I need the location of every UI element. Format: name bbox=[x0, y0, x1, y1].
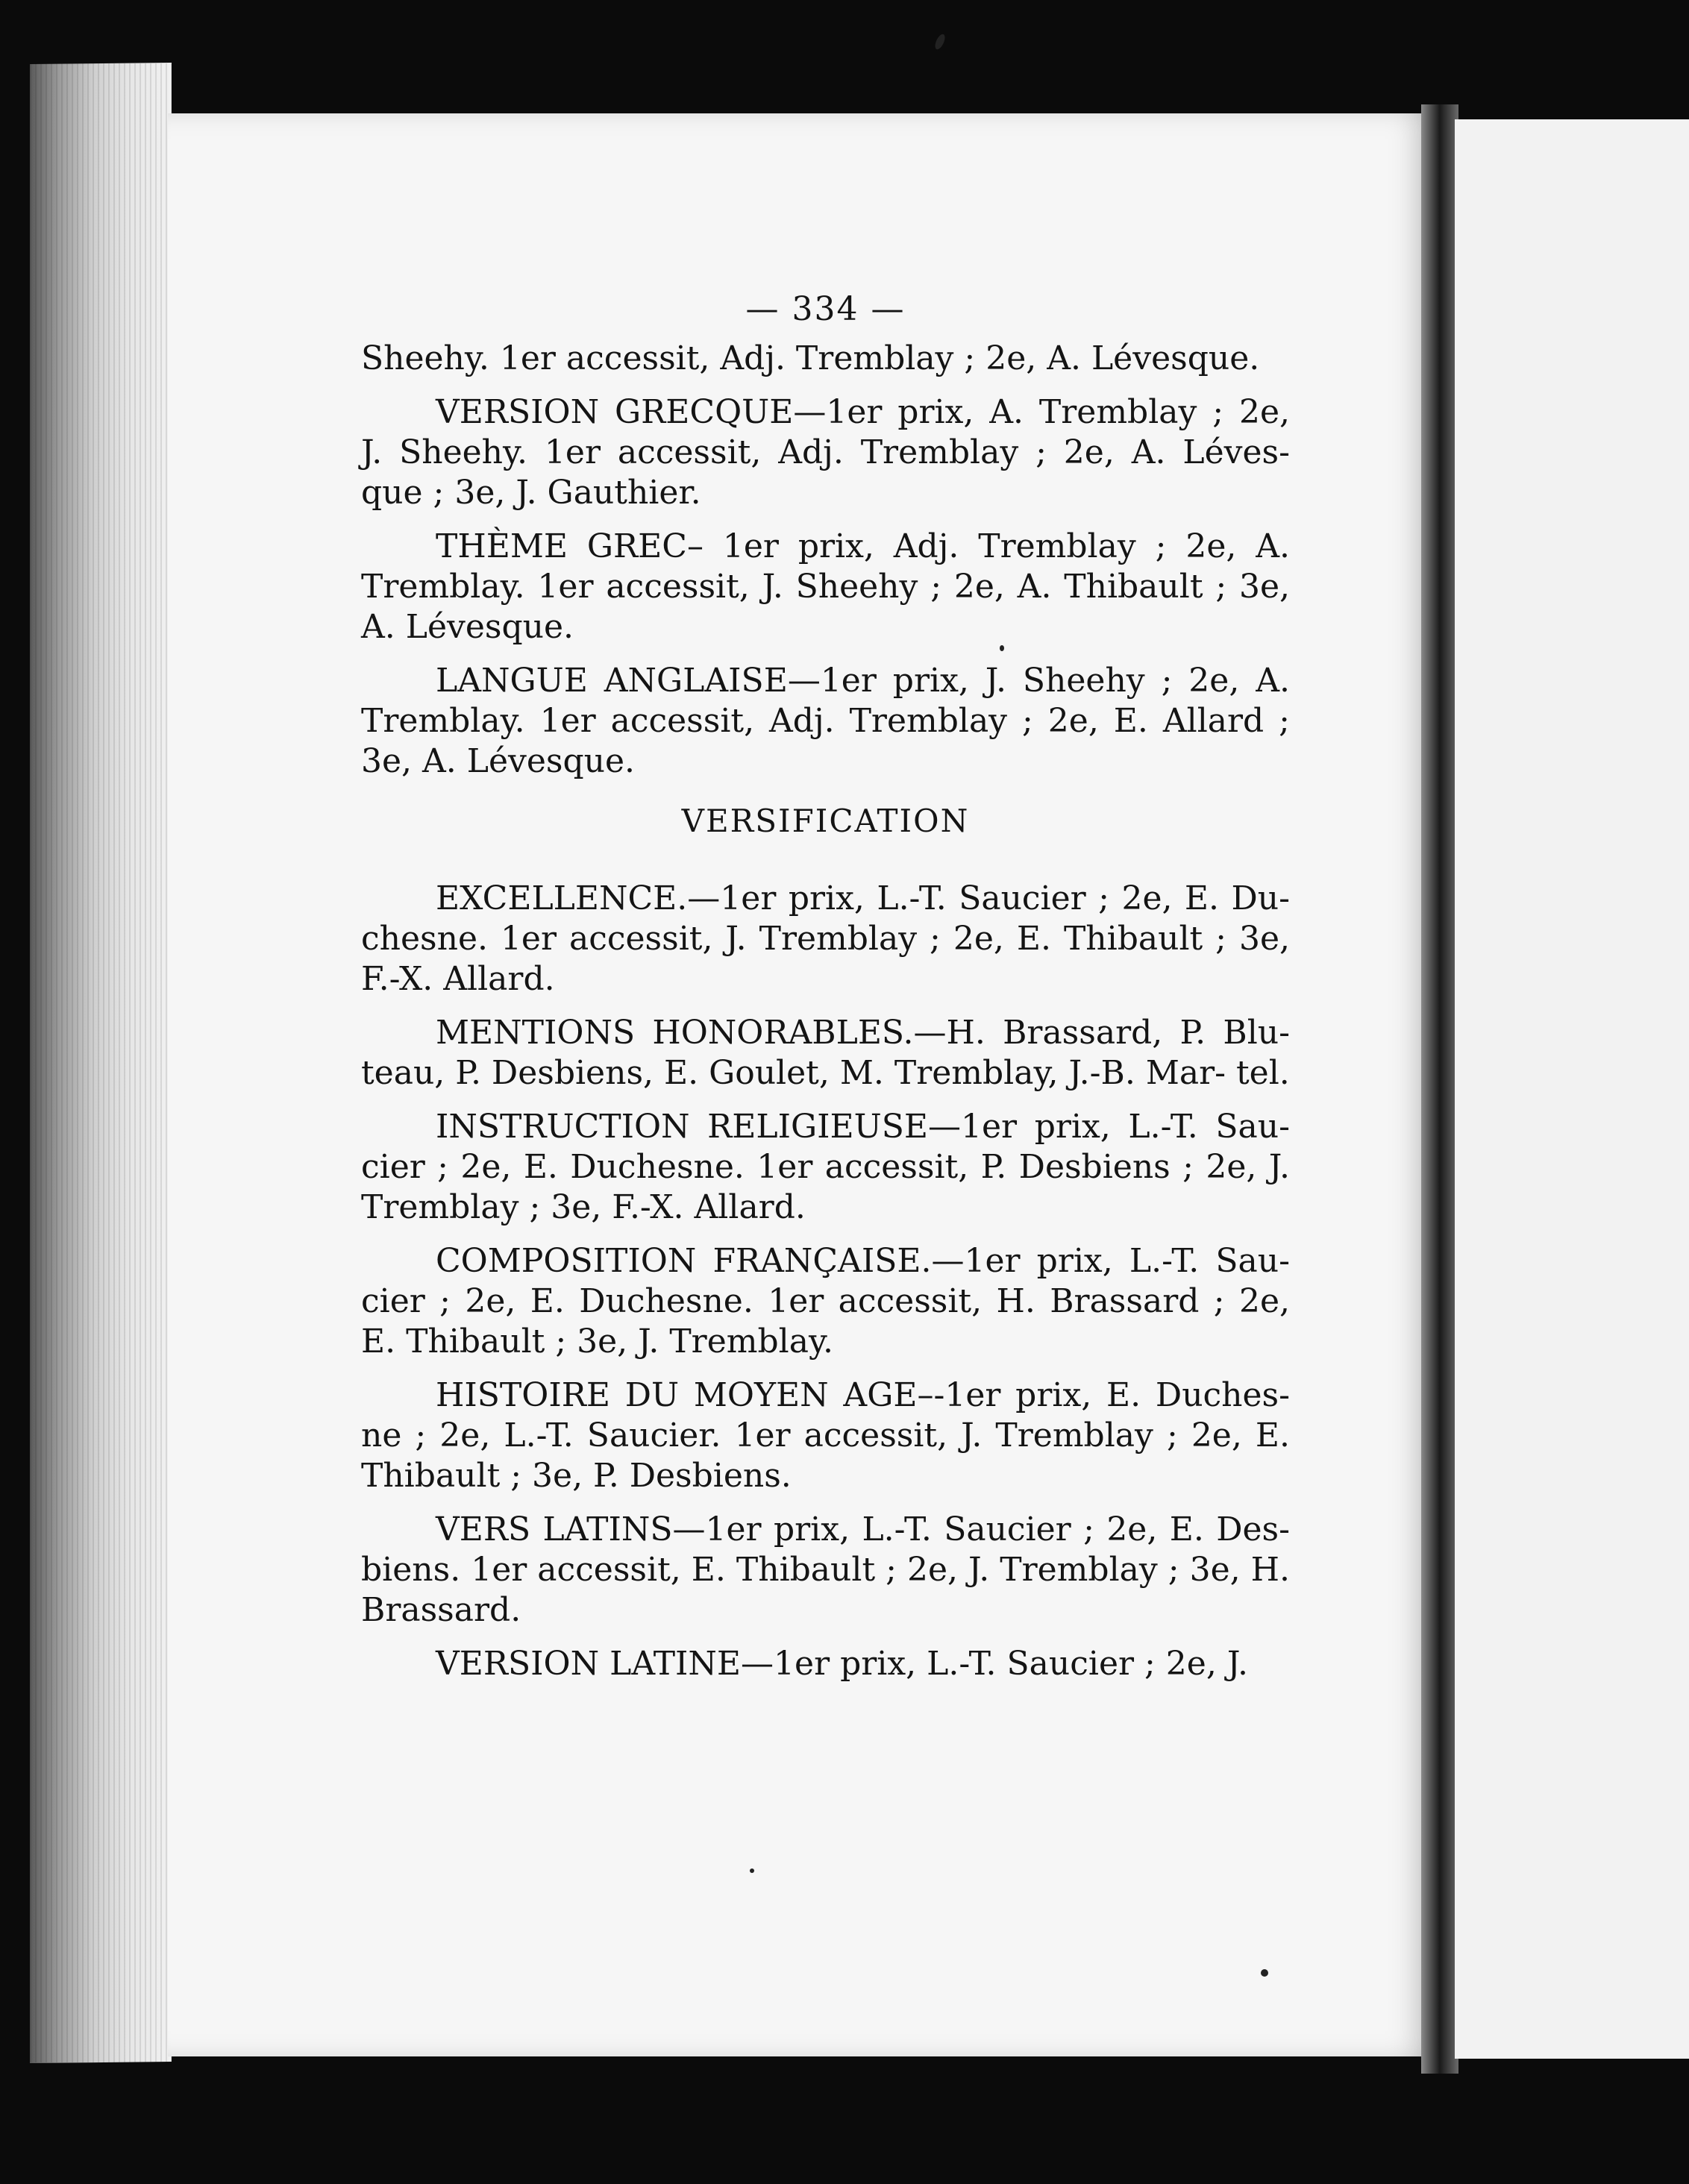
page-block-lines bbox=[30, 63, 172, 2062]
paragraph: VERS LATINS—1er prix, L.-T. Saucier ; 2e, E. Des- biens. 1er accessit, E. Thibault ; 2e, J. Tremblay ; 3e, H. Brassard. bbox=[361, 1510, 1290, 1629]
paragraph: Sheehy. 1er accessit, Adj. Tremblay ; 2e, A. Lévesque. bbox=[361, 339, 1260, 377]
right-page bbox=[1455, 119, 1689, 2059]
left-page-text bbox=[361, 289, 1290, 1698]
book-gutter bbox=[1421, 104, 1458, 2074]
paragraph: LANGUE ANGLAISE—1er prix, J. Sheehy ; 2e, A. Tremblay. 1er accessit, Adj. Tremblay ; 2e, E. Allard ; 3e, A. Lévesque. bbox=[361, 662, 1290, 780]
paragraph: EXCELLENCE.—1er prix, L.-T. Saucier ; 2e, E. Du- chesne. 1er accessit, J. Tremblay ; 2e, E. Thibault ; 3e, F.-X. Allard. bbox=[361, 879, 1290, 998]
paragraph: THÈME GREC– 1er prix, Adj. Tremblay ; 2e, A. Tremblay. 1er accessit, J. Sheehy ; 2e, A. Thibault ; 3e, A. Lévesque. bbox=[361, 527, 1290, 646]
scan-speck bbox=[1000, 645, 1004, 651]
section-heading: VERSIFICATION bbox=[681, 803, 970, 839]
scan-speck bbox=[750, 1868, 754, 1873]
paragraph: HISTOIRE DU MOYEN AGE–-1er prix, E. Duches- ne ; 2e, L.-T. Saucier. 1er accessit, J. Tremblay ; 2e, E. Thibault ; 3e, P. Desbiens. bbox=[361, 1376, 1290, 1495]
paragraph: COMPOSITION FRANÇAISE.—1er prix, L.-T. Sau- cier ; 2e, E. Duchesne. 1er accessit, H. Brassard ; 2e, E. Thibault ; 3e, J. Tremblay. bbox=[361, 1242, 1290, 1361]
paragraph: INSTRUCTION RELIGIEUSE—1er prix, L.-T. Sau- cier ; 2e, E. Duchesne. 1er accessit, P. Desbiens ; 2e, J. Tremblay ; 3e, F.-X. Allard. bbox=[361, 1108, 1290, 1226]
page-number: — 334 — bbox=[745, 290, 906, 328]
scan-speck bbox=[1261, 1969, 1268, 1977]
paragraph: MENTIONS HONORABLES.—H. Brassard, P. Blu- teau, P. Desbiens, E. Goulet, M. Tremblay, J.-B. Mar- tel. bbox=[361, 1014, 1290, 1092]
paragraph: VERSION LATINE—1er prix, L.-T. Saucier ; 2e, J. bbox=[436, 1645, 1249, 1683]
scan-speck bbox=[933, 33, 947, 51]
paragraph: VERSION GRECQUE—1er prix, A. Tremblay ; 2e, J. Sheehy. 1er accessit, Adj. Tremblay ; 2e, A. Léves- que ; 3e, J. Gauthier. bbox=[361, 393, 1290, 512]
